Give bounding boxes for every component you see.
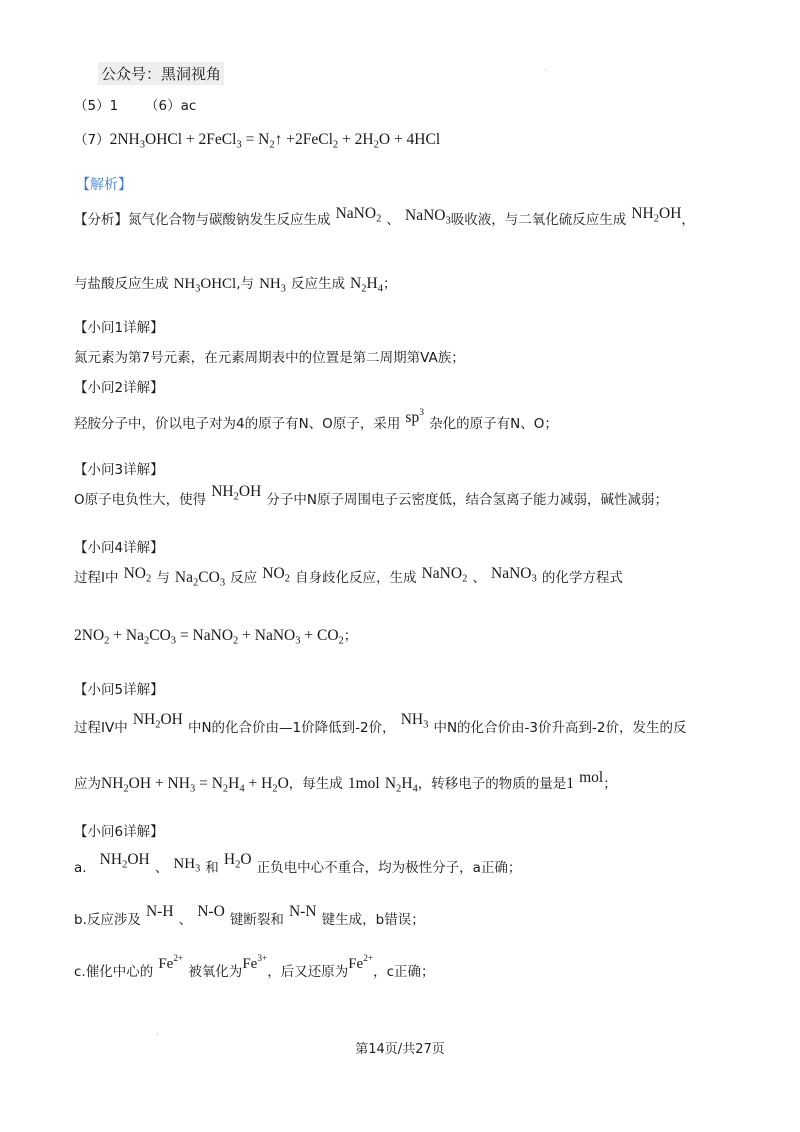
answer-7-equation: $2NH_3OHCl$ + 2FeCl$_3$ = $N_2↑$ +2FeCl$_2$ + $2H_2O + 4HCl$ — [109, 131, 441, 151]
q3-title: 【小问3详解】 — [74, 462, 164, 478]
bond-n-o: N-O — [197, 903, 225, 920]
formula-na2co3: $Na_2CO_3$ — [174, 569, 226, 589]
equation-nh2oh-nh3: $NH_2OH + NH_3 = N_2H_4 + H_2O$ — [101, 775, 289, 795]
formula-nano2: NaNO$_2$ — [335, 205, 382, 225]
speck: · — [156, 1030, 159, 1039]
answer-7 — [74, 128, 440, 149]
formula-nh3: $NH_3$ — [400, 711, 429, 731]
equation-no2-na2co3: $2NO_2 + Na_2CO_3$ = NaNO$_2$ + NaNO$_3$ + $CO_2$ — [74, 627, 344, 647]
bond-n-h: N-H — [145, 903, 174, 920]
bond-n-n: N-N — [288, 903, 317, 920]
q4-title: 【小问4详解】 — [74, 540, 164, 556]
q6-item-b: b.反应涉及 N-H 、 N-O 键断裂和 N-N 键生成，b错误； — [74, 903, 425, 928]
q5-line-2: 应为$NH_2OH + NH_3 = N_2H_4 + H_2O$，每生成 1mol $N_2H_4$，转移电子的物质的量是1 mol； — [74, 769, 617, 795]
q5-line-1: 过程IV中 $NH_2OH$ 中N的化合价由—1价降低到-2价， $NH_3$ 中N的化合价由-3价升高到-2价，发生的反 — [74, 711, 687, 736]
q6-item-c: c.催化中心的 $Fe^{2+}$ 被氧化为$Fe^{3+}$，后又还原为$Fe^{2+}$，c正确； — [74, 954, 435, 980]
formula-nh2oh: $NH_2OH$ — [132, 711, 183, 731]
analysis-section-label: 【解析】 — [76, 177, 132, 193]
formula-n2h4: $N_2H_4$ — [384, 775, 418, 795]
formula-no2: $NO_2$ — [262, 565, 290, 585]
ion-fe3: $Fe^{3+}$ — [242, 954, 268, 972]
amount-unit: mol — [579, 769, 604, 786]
formula-nano3: NaNO$_3$ — [491, 565, 537, 585]
q1-title: 【小问1详解】 — [74, 320, 164, 336]
q5-title: 【小问5详解】 — [74, 682, 164, 698]
analysis-line-2: 与盐酸反应生成 $NH_3OHCl$,与 $NH_3$ 反应生成 $N_2H_4$； — [74, 275, 397, 295]
formula-n2h4: $N_2H_4$ — [350, 275, 383, 295]
answer-6: （6）ac — [145, 98, 197, 114]
formula-h2o: $H_2O$ — [223, 851, 252, 871]
q4-line: 过程I中 $NO_2$ 与 $Na_2CO_3$ 反应 $NO_2$ 自身歧化反应，生成 NaNO$_2$ 、 NaNO$_3$ 的化学方程式 — [74, 565, 623, 589]
analysis-line-1: 【分析】氮气化合物与碳酸钠发生反应生成 NaNO$_2$ 、 NaNO$_3$吸收液，与二氧化硫反应生成 $NH_2OH$， — [74, 205, 695, 228]
answer-5: （5）1 — [74, 98, 119, 114]
formula-nano2: NaNO$_2$ — [421, 565, 468, 585]
formula-nh3: $NH_3$ — [173, 856, 201, 875]
formula-nh2oh: $NH_2OH$ — [211, 483, 262, 503]
answer-7-label: （7） — [74, 132, 110, 148]
formula-nh2oh: $NH_2OH$ — [99, 851, 150, 871]
speck: · — [544, 66, 547, 75]
q2-line: 羟胺分子中，价以电子对为4的原子有N、O原子，采用 $sp^3$ 杂化的原子有N、O； — [74, 406, 558, 432]
ion-fe2: $Fe^{2+}$ — [158, 954, 184, 972]
formula-nh2oh: $NH_2OH$ — [631, 205, 682, 225]
formula-nh3: $NH_3$ — [259, 276, 286, 295]
watermark-text: 公众号：黑洞视角 — [98, 62, 224, 85]
amount-num: 1 — [566, 775, 575, 792]
formula-nh3ohcl: $NH_3OHCl$ — [173, 276, 237, 295]
ion-fe2: $Fe^{2+}$ — [348, 954, 374, 972]
q3-line: O原子电负性大，使得 $NH_2OH$ 分子中N原子周围电子云密度低，结合氢离子能力减弱，碱性减弱； — [74, 483, 668, 508]
q4-equation: $2NO_2 + Na_2CO_3$ = NaNO$_2$ + NaNO$_3$ + $CO_2$； — [74, 627, 358, 647]
formula-no2: $NO_2$ — [123, 565, 152, 585]
formula-sp3: $sp^3$ — [405, 406, 425, 426]
amount-1mol: 1mol — [347, 775, 380, 792]
q1-text: 氮元素为第7号元素，在元素周期表中的位置是第二周期第VA族； — [74, 350, 465, 366]
page-footer: 第14页/共27页 — [355, 1042, 445, 1057]
q2-title: 【小问2详解】 — [74, 380, 164, 396]
q6-title: 【小问6详解】 — [74, 824, 164, 840]
q6-item-a: a. $NH_2OH$ 、 $NH_3$ 和 $H_2O$ 正负电中心不重合，均为极性分子，a正确； — [74, 851, 522, 876]
formula-nano3: NaNO$_3$ — [405, 207, 451, 227]
